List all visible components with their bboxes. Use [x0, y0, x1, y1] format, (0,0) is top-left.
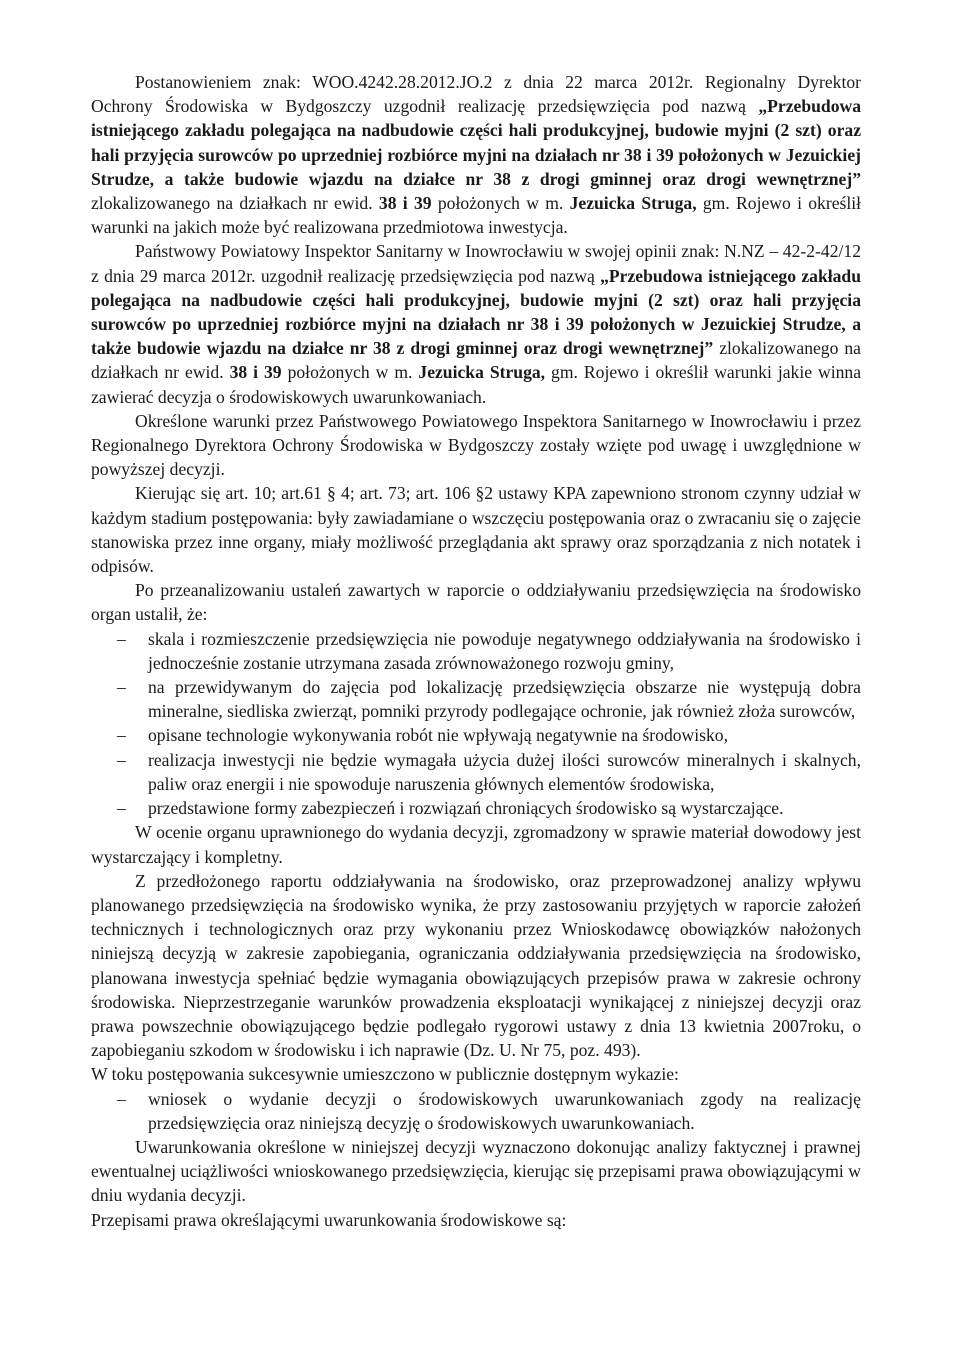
paragraph-kpa-participation: Kierując się art. 10; art.61 § 4; art. 73; art. 106 §2 ustawy KPA zapewniono stronom czynny udział w każdym stadium postępowania: były zawiadamiane o wszczęciu postępowania oraz o zwracaniu się o zajęcie stanowiska przez inne organy, miały możliwość przeglądania akt sprawy oraz sporządzania z nich notatek i odpisów.: [91, 483, 861, 577]
list-item: – na przewidywanym do zajęcia pod lokalizację przedsięwzięcia obszarze nie występują dobra mineralne, siedliska zwierząt, pomniki przyrody podlegające ochronie, jak również złoża surowców,: [91, 675, 861, 723]
paragraph-text: gm. Rojewo i określił warunki jakie winna zawierać decyzja o środowiskowych uwarunkowaniach.: [91, 362, 862, 407]
paragraph-text: zlokalizowanego na działkach nr ewid.: [91, 338, 861, 383]
locality-name: Jezuicka Struga,: [418, 362, 546, 383]
paragraph-public-registry: W toku postępowania sukcesywnie umieszczono w publicznie dostępnym wykazie:: [91, 1064, 679, 1085]
registry-list: [91, 1087, 861, 1135]
paragraph-impact-conclusion: Z przedłożonego raportu oddziaływania na środowisko, oraz przeprowadzonej analizy wpływu planowanego przedsięwzięcia na środowisko wynika, że przy zastosowaniu przyjętych w raporcie założeń technicznych i technologicznych oraz przy wykonaniu przez Wnioskodawcę obowiązków nałożonych niniejszą decyzją w zakresie zapobiegania, ograniczania oddziaływania przedsięwzięcia na środowisko, planowana inwestycja spełniać będzie wymagania obowiązujących przepisów prawa w zakresie ochrony środowiska. Nieprzestrzeganie warunków prowadzenia eksploatacji wynikającej z niniejszej decyzji oraz prawa powszechnie obowiązującego będzie podlegało rygorowi ustawy z dnia 13 kwietnia 2007roku, o zapobieganiu szkodom w środowisku i ich naprawie (Dz. U. Nr 75, poz. 493).: [91, 870, 861, 1061]
paragraph-text: Państwowy Powiatowy Inspektor Sanitarny w Inowrocławiu w swojej opinii znak: N.NZ – 42-2-42/12 z dnia 29 marca 2012r. uzgodnił realizację przedsięwzięcia pod nazwą: [91, 241, 861, 286]
paragraph-rdos-resolution: [91, 70, 861, 239]
paragraph-legal-provisions: Przepisami prawa określającymi uwarunkowania środowiskowe są:: [91, 1209, 567, 1230]
paragraph-legal-basis-intro: Uwarunkowania określone w niniejszej decyzji wyznaczono dokonując analizy faktycznej i prawnej ewentualnej uciążliwości wnioskowanego przedsięwzięcia, kierując się przepisami prawa obowiązującymi w dniu wydania decyzji.: [91, 1136, 861, 1206]
paragraph-text: Postanowieniem znak: WOO.4242.28.2012.JO.2 z dnia 22 marca 2012r. Regionalny Dyrektor Ochrony Środowiska w Bydgoszczy uzgodnił realizację przedsięwzięcia pod nazwą: [91, 72, 861, 117]
locality-name: Jezuicka Struga,: [569, 193, 697, 214]
paragraph-text: położonych w m.: [281, 362, 419, 383]
plot-numbers: 38 i 39: [229, 362, 282, 383]
paragraph-text: gm. Rojewo i określił warunki na jakich może być realizowana przedmiotowa inwestycja.: [91, 193, 862, 238]
list-item: – wniosek o wydanie decyzji o środowiskowych uwarunkowaniach zgody na realizację przedsięwzięcia oraz niniejszą decyzję o środowiskowych uwarunkowaniach.: [91, 1087, 861, 1135]
document-page: [91, 70, 861, 1232]
paragraph-report-analysis: Po przeanalizowaniu ustaleń zawartych w raporcie o oddziaływaniu przedsięwzięcia na środowisko organ ustalił, że:: [91, 580, 861, 625]
findings-list: [91, 627, 861, 821]
paragraph-text: zlokalizowanego na działkach nr ewid.: [91, 193, 379, 214]
project-name: „Przebudowa istniejącego zakładu polegająca na nadbudowie części hali produkcyjnej, budowie myjni (2 szt) oraz hali przyjęcia surowców po uprzedniej rozbiórce myjni na działach nr 38 i 39 położonych w Jezuickiej Strudze, a także budowie wjazdu na działce nr 38 z drogi gminnej oraz drogi wewnętrznej”: [91, 96, 861, 189]
paragraph-text: położonych w m.: [431, 193, 570, 214]
list-item: – realizacja inwestycji nie będzie wymagała użycia dużej ilości surowców mineralnych i skalnych, paliw oraz energii i nie spowoduje naruszenia głównych elementów środowiska,: [91, 748, 861, 796]
list-item: – opisane technologie wykonywania robót nie wpływają negatywnie na środowisko,: [91, 723, 861, 747]
plot-numbers: 38 i 39: [378, 193, 432, 214]
paragraph-conditions-considered: Określone warunki przez Państwowego Powiatowego Inspektora Sanitarnego w Inowrocławiu i przez Regionalnego Dyrektora Ochrony Środowiska w Bydgoszczy zostały wzięte pod uwagę i uwzględnione w powyższej decyzji.: [91, 410, 861, 480]
project-name: „Przebudowa istniejącego zakładu polegająca na nadbudowie części hali produkcyjnej, budowie myjni (2 szt) oraz hali przyjęcia surowców po uprzedniej rozbiórce myjni na działach nr 38 i 39 położonych w Jezuickiej Strudze, a także budowie wjazdu na działce nr 38 z drogi gminnej oraz drogi wewnętrznej”: [91, 265, 861, 359]
list-item: – przedstawione formy zabezpieczeń i rozwiązań chroniących środowisko są wystarczające.: [91, 796, 861, 820]
paragraph-sanitary-opinion: [91, 239, 861, 408]
paragraph-evidence-assessment: W ocenie organu uprawnionego do wydania decyzji, zgromadzony w sprawie materiał dowodowy jest wystarczający i kompletny.: [91, 822, 861, 867]
list-item: – skala i rozmieszczenie przedsięwzięcia nie powoduje negatywnego oddziaływania na środowisko i jednocześnie zostanie utrzymana zasada zrównoważonego rozwoju gminy,: [91, 627, 861, 675]
